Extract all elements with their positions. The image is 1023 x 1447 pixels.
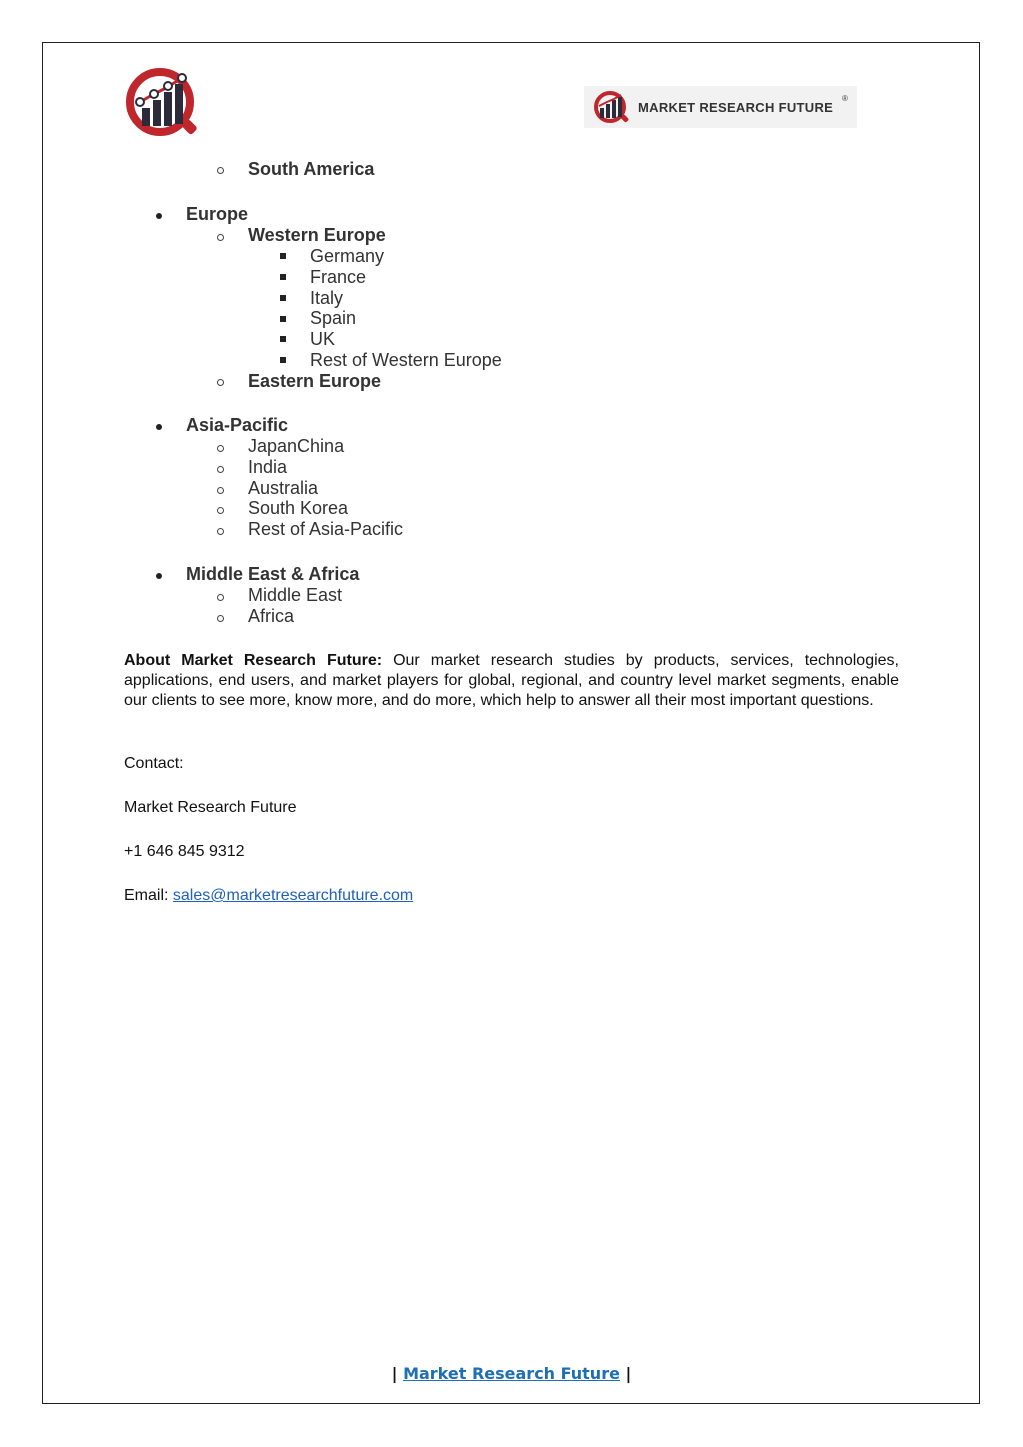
country-item: Rest of Asia-Pacific <box>248 519 404 539</box>
circle-bullet-icon <box>217 594 224 601</box>
circle-bullet-icon <box>217 379 224 386</box>
footer-separator: | <box>391 1364 404 1383</box>
contact-label: Contact: <box>124 755 184 772</box>
email-label: Email: <box>124 887 173 904</box>
country-item: Germany <box>310 246 385 266</box>
brand-logo-icon <box>126 66 202 140</box>
country-item: South Korea <box>248 498 349 518</box>
country-item: India <box>248 457 288 477</box>
brand-small-logo-icon <box>590 90 634 124</box>
disc-bullet-icon <box>156 573 162 579</box>
footer-link[interactable]: Market Research Future <box>403 1364 620 1383</box>
circle-bullet-icon <box>217 615 224 622</box>
region-south-america: South America <box>248 159 375 179</box>
region-europe: Europe <box>186 204 249 224</box>
square-bullet-icon <box>280 295 286 301</box>
subregion-western-europe: Western Europe <box>248 225 386 245</box>
square-bullet-icon <box>280 253 286 259</box>
square-bullet-icon <box>280 316 286 322</box>
country-item: Middle East <box>248 585 343 605</box>
circle-bullet-icon <box>217 528 224 535</box>
circle-bullet-icon <box>217 234 224 241</box>
circle-bullet-icon <box>217 445 224 452</box>
footer-separator: | <box>619 1364 632 1383</box>
contact-company: Market Research Future <box>124 799 297 816</box>
about-paragraph <box>124 651 899 711</box>
page-border <box>42 42 980 1404</box>
about-heading: About Market Research Future: <box>124 652 383 669</box>
circle-bullet-icon <box>217 167 224 174</box>
registered-mark: ® <box>842 94 848 103</box>
circle-bullet-icon <box>217 466 224 473</box>
contact-email-line <box>124 886 413 906</box>
region-middle-east-africa: Middle East & Africa <box>186 564 360 584</box>
contact-phone: +1 646 845 9312 <box>124 843 245 860</box>
about-body: Our market research studies by products, services, technologies, applications, end users, and market players for global, regional, and country level market segments, enable our clients to see more, know more, and do more, which help to answer all their most important questions. <box>124 652 899 709</box>
disc-bullet-icon <box>156 213 162 219</box>
country-item: Rest of Western Europe <box>310 350 502 370</box>
page-footer <box>0 1364 1023 1383</box>
country-item: JapanChina <box>248 436 345 456</box>
country-item: Spain <box>310 308 357 328</box>
region-asia-pacific: Asia-Pacific <box>186 415 289 435</box>
circle-bullet-icon <box>217 507 224 514</box>
country-item: France <box>310 267 367 287</box>
brand-name: MARKET RESEARCH FUTURE <box>638 100 834 115</box>
country-item: UK <box>310 329 336 349</box>
country-item: Italy <box>310 288 344 308</box>
square-bullet-icon <box>280 357 286 363</box>
brand-banner <box>584 86 857 128</box>
country-item: Africa <box>248 606 295 626</box>
email-link[interactable]: sales@marketresearchfuture.com <box>172 887 414 904</box>
subregion-eastern-europe: Eastern Europe <box>248 371 382 391</box>
disc-bullet-icon <box>156 424 162 430</box>
square-bullet-icon <box>280 274 286 280</box>
circle-bullet-icon <box>217 487 224 494</box>
country-item: Australia <box>248 478 319 498</box>
square-bullet-icon <box>280 336 286 342</box>
